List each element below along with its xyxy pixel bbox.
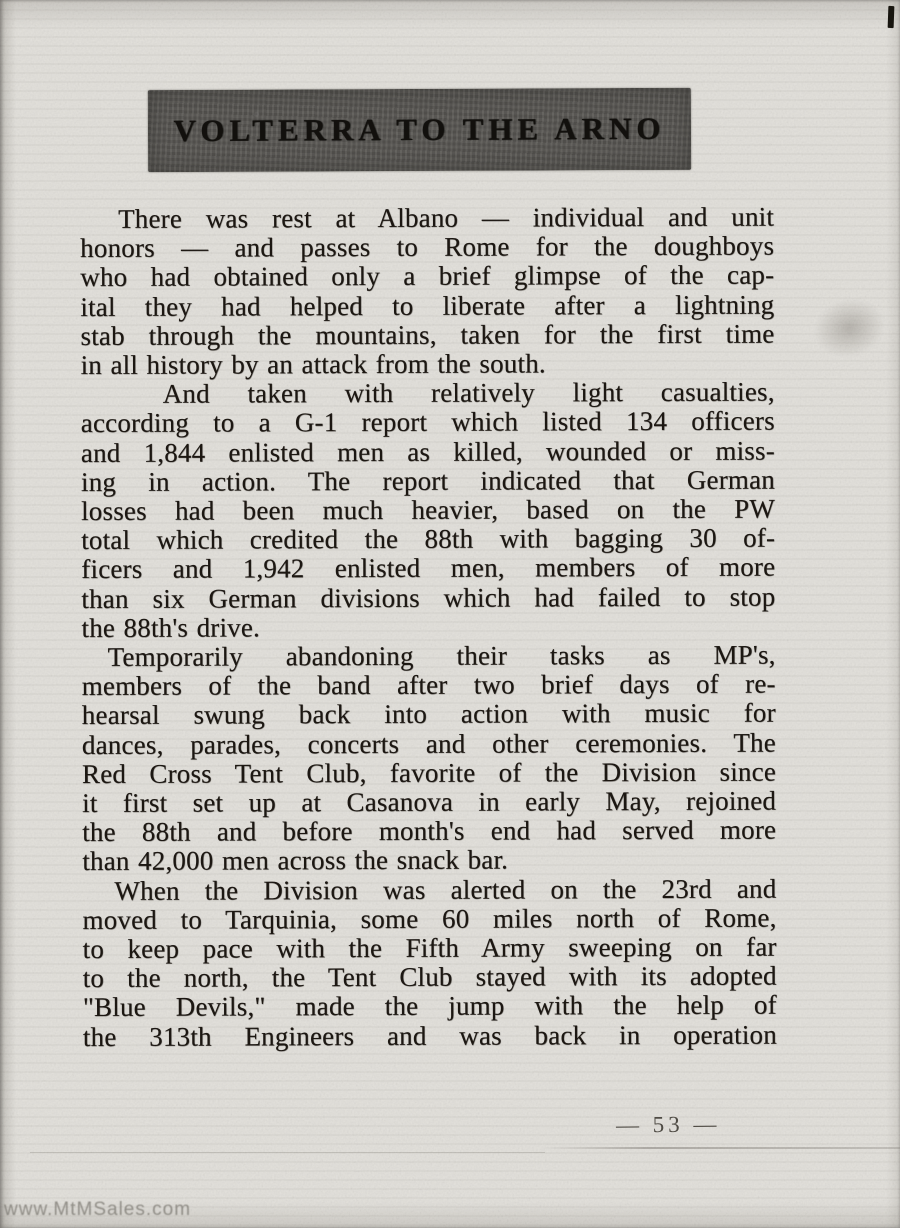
text-line: it first set up at Casanova in early May, rejoined [82, 785, 777, 819]
paragraph [82, 874, 777, 1052]
paragraph [82, 641, 777, 877]
page-body [80, 203, 777, 1052]
text-line: in all history by an attack from the south. [80, 348, 546, 381]
text-line: the 88th and before month's end had served more [82, 814, 777, 848]
page-number: — 53 — [615, 1111, 721, 1138]
text-line: Temporarily abandoning their tasks as MP's, [107, 639, 776, 672]
scan-smudge [806, 290, 893, 366]
text-line: to the north, the Tent Club stayed with its adopted [82, 960, 777, 994]
text-line: who had obtained only a brief glimpse of the cap- [80, 259, 775, 293]
text-line: stab through the mountains, taken for the first time [80, 318, 775, 351]
text-line: moved to Tarquinia, some 60 miles north of Rome, [82, 902, 777, 935]
text-line: ing in action. The report indicated that German [80, 464, 776, 497]
text-line: and 1,844 enlisted men as killed, wounded or miss- [80, 435, 775, 468]
paragraph [80, 203, 775, 381]
scan-streak [30, 1152, 545, 1153]
text-line: than six German divisions which had failed to stop [81, 581, 776, 614]
page-title: VOLTERRA TO THE ARNO [173, 110, 666, 149]
text-line: than 42,000 men across the snack bar. [82, 844, 509, 877]
text-line: the 88th's drive. [81, 612, 261, 643]
title-banner [148, 88, 691, 172]
text-line: the 313th Engineers and was back in operation [82, 1019, 777, 1052]
text-line: There was rest at Albano — individual and unit [117, 201, 775, 234]
watermark: www.MtMSales.com [4, 1199, 192, 1220]
text-line: Red Cross Tent Club, favorite of the Division since [81, 756, 777, 789]
text-line: "Blue Devils," made the jump with the help of [82, 990, 777, 1023]
text-line: honors — and passes to Rome for the doughboys [80, 230, 775, 264]
scan-streak [540, 1147, 900, 1149]
text-line: When the Division was alerted on the 23rd and [114, 873, 777, 906]
paragraph [81, 378, 776, 643]
text-line: ficers and 1,942 enlisted men, members of more [81, 552, 776, 585]
text-line: losses had been much heavier, based on the PW [81, 493, 776, 527]
text-line: total which credited the 88th with bagging 30 of- [81, 522, 776, 556]
text-line: to keep pace with the Fifth Army sweeping on far [82, 931, 777, 965]
text-line: hearsal swung back into action with music for [81, 698, 776, 731]
scan-artifact-mark [888, 6, 895, 28]
text-line: And taken with relatively light casualties, [162, 376, 775, 409]
text-line: members of the band after two brief days of re- [81, 668, 776, 702]
text-line: ital they had helped to liberate after a lightning [80, 289, 775, 322]
text-line: dances, parades, concerts and other ceremonies. The [81, 727, 776, 760]
text-line: according to a G-1 report which listed 134 officers [80, 405, 775, 439]
